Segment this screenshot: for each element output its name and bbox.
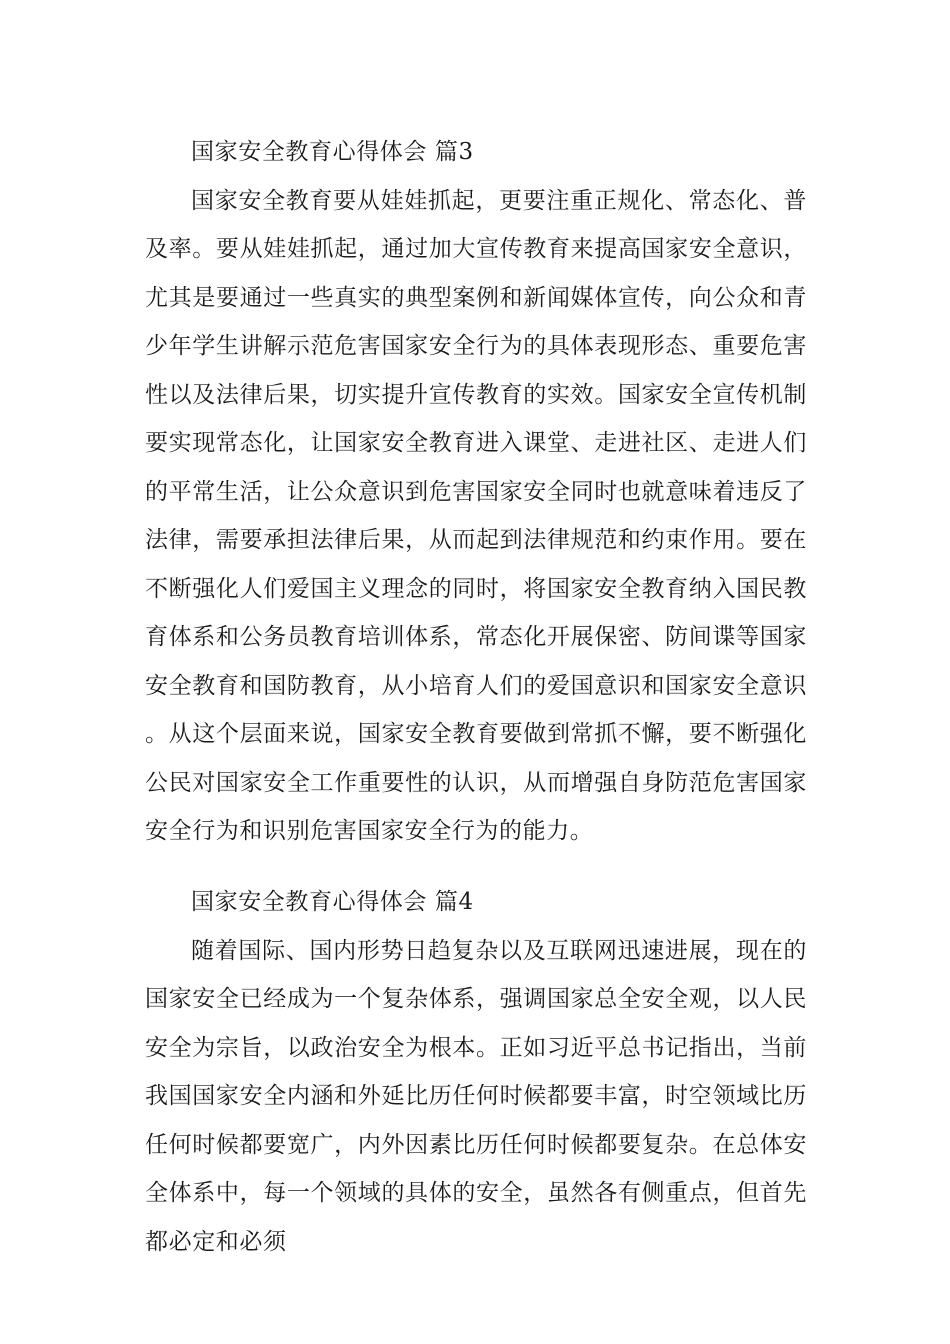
section-heading: 国家安全教育心得体会 篇3 [191,139,474,165]
section-paragraph: 随着国际、国内形势日趋复杂以及互联网迅速进展，现在的国家安全已经成为一个复杂体系，强调国家总全安全观，以人民安全为宗旨，以政治安全为根本。正如习近平总书记指出，当前我国国家安全内涵和外延比历任何时候都要丰富，时空领域比历任何时候都要宽广，内外因素比历任何时候都要复杂。在总体安全体系中，每一个领域的具体的安全，虽然各有侧重点，但首先都必定和必须 [145,937,807,1255]
section-heading: 国家安全教育心得体会 篇4 [191,889,474,915]
section-4 [145,878,807,1266]
section-3 [145,128,807,856]
document-body [145,128,807,1255]
section-paragraph: 国家安全教育要从娃娃抓起，更要注重正规化、常态化、普及率。要从娃娃抓起，通过加大宣传教育来提高国家安全意识，尤其是要通过一些真实的典型案例和新闻媒体宣传，向公众和青少年学生讲解示范危害国家安全行为的具体表现形态、重要危害性以及法律后果，切实提升宣传教育的实效。国家安全宣传机制要实现常态化，让国家安全教育进入课堂、走进社区、走进人们的平常生活，让公众意识到危害国家安全同时也就意味着违反了法律，需要承担法律后果，从而起到法律规范和约束作用。要在不断强化人们爱国主义理念的同时，将国家安全教育纳入国民教育体系和公务员教育培训体系，常态化开展保密、防间谍等国家安全教育和国防教育，从小培育人们的爱国意识和国家安全意识。从这个层面来说，国家安全教育要做到常抓不懈，要不断强化公民对国家安全工作重要性的认识，从而增强自身防范危害国家安全行为和识别危害国家安全行为的能力。 [145,187,807,844]
